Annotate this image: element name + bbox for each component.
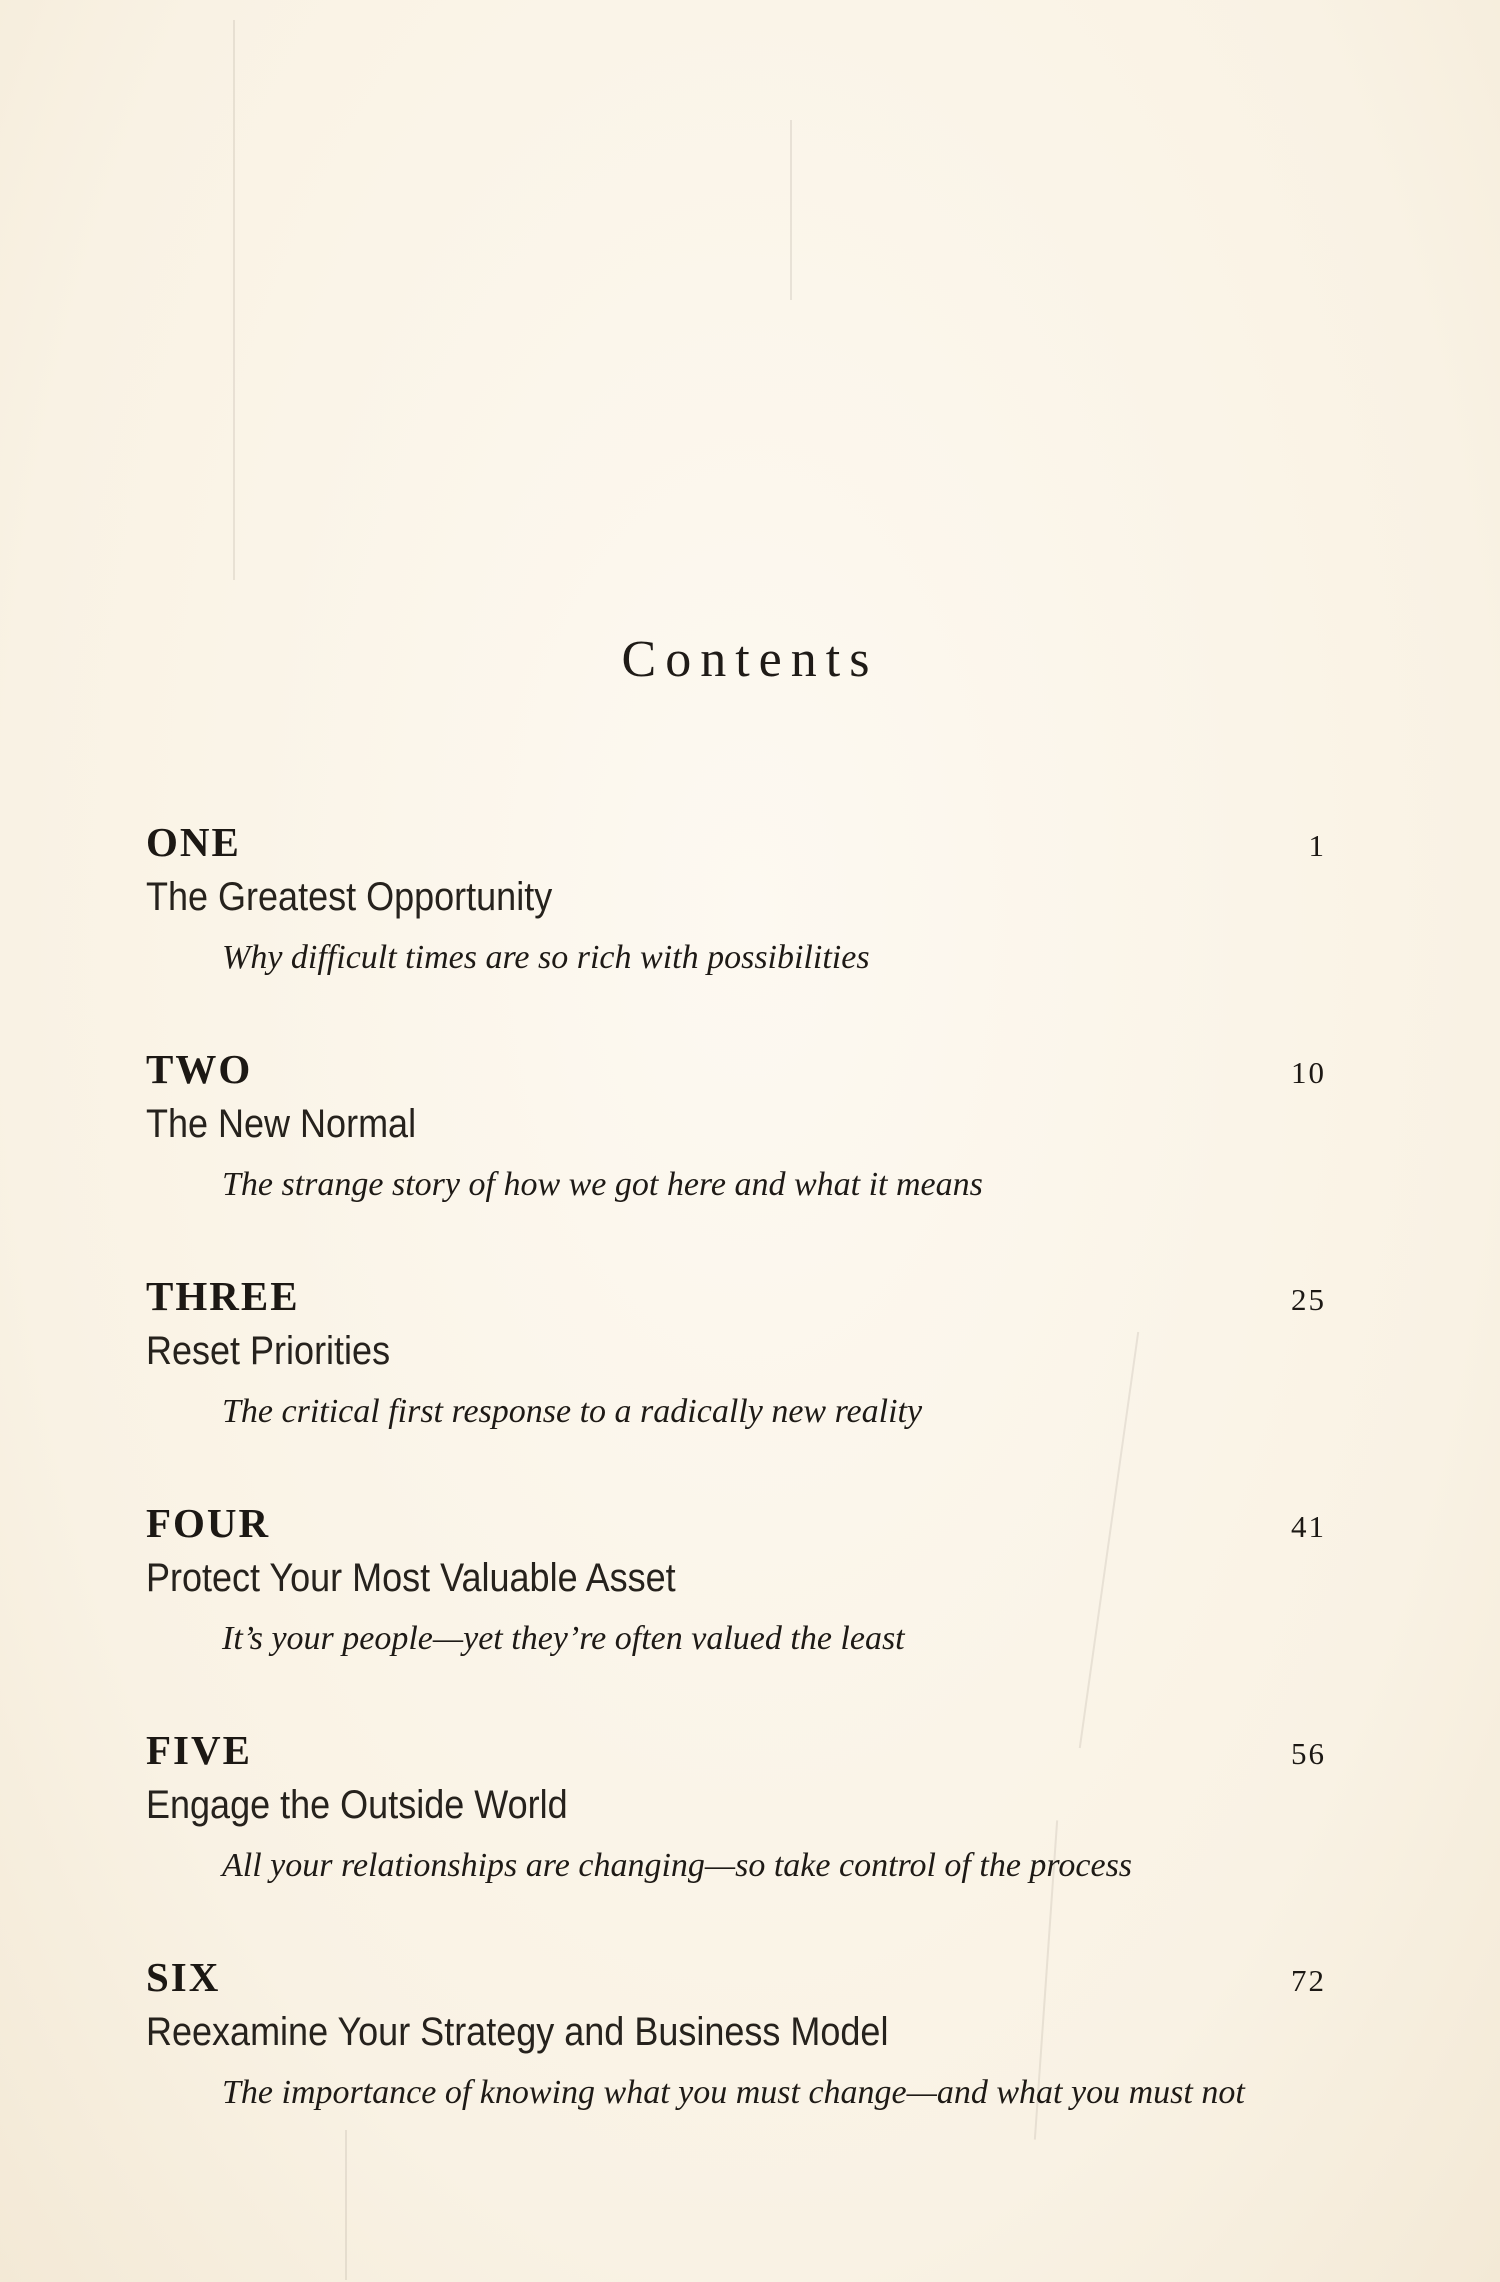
chapter-subtitle: The critical first response to a radically new reality <box>222 1393 923 1430</box>
toc-entry-six[interactable] <box>146 1954 1326 2111</box>
chapter-number: SIX <box>146 1954 221 2000</box>
page-number: 10 <box>1291 1055 1326 1090</box>
toc-entry-one[interactable] <box>146 819 1326 976</box>
chapter-title: Engage the Outside World <box>146 1783 568 1827</box>
chapter-subtitle: Why difficult times are so rich with possibilities <box>222 939 870 976</box>
chapter-subtitle: The importance of knowing what you must change—and what you must not <box>222 2074 1245 2111</box>
contents-heading: Contents <box>621 631 879 688</box>
page-number: 1 <box>1308 828 1326 863</box>
chapter-subtitle: It’s your people—yet they’re often valued the least <box>222 1620 905 1657</box>
chapter-number: TWO <box>146 1046 253 1092</box>
page-number: 41 <box>1291 1509 1326 1544</box>
chapter-title: Protect Your Most Valuable Asset <box>146 1556 676 1600</box>
page-number: 72 <box>1291 1963 1326 1998</box>
chapter-title: The Greatest Opportunity <box>146 875 553 919</box>
chapter-title: Reexamine Your Strategy and Business Model <box>146 2010 889 2054</box>
chapter-number: FOUR <box>146 1500 271 1546</box>
chapter-title: Reset Priorities <box>146 1329 391 1373</box>
paper-crease <box>345 2130 347 2280</box>
toc-entry-two[interactable] <box>146 1046 1326 1203</box>
chapter-number: ONE <box>146 819 241 865</box>
paper-crease <box>233 20 235 580</box>
chapter-subtitle: All your relationships are changing—so take control of the process <box>222 1847 1133 1884</box>
chapter-title: The New Normal <box>146 1102 417 1146</box>
chapter-number: THREE <box>146 1273 300 1319</box>
page-number: 25 <box>1291 1282 1326 1317</box>
page-number: 56 <box>1291 1736 1326 1771</box>
toc-entry-four[interactable] <box>146 1500 1326 1657</box>
paper-crease <box>790 120 792 300</box>
toc-entry-five[interactable] <box>146 1727 1326 1884</box>
chapter-number: FIVE <box>146 1727 252 1773</box>
toc-entry-three[interactable] <box>146 1273 1326 1430</box>
chapter-subtitle: The strange story of how we got here and what it means <box>222 1166 983 1203</box>
